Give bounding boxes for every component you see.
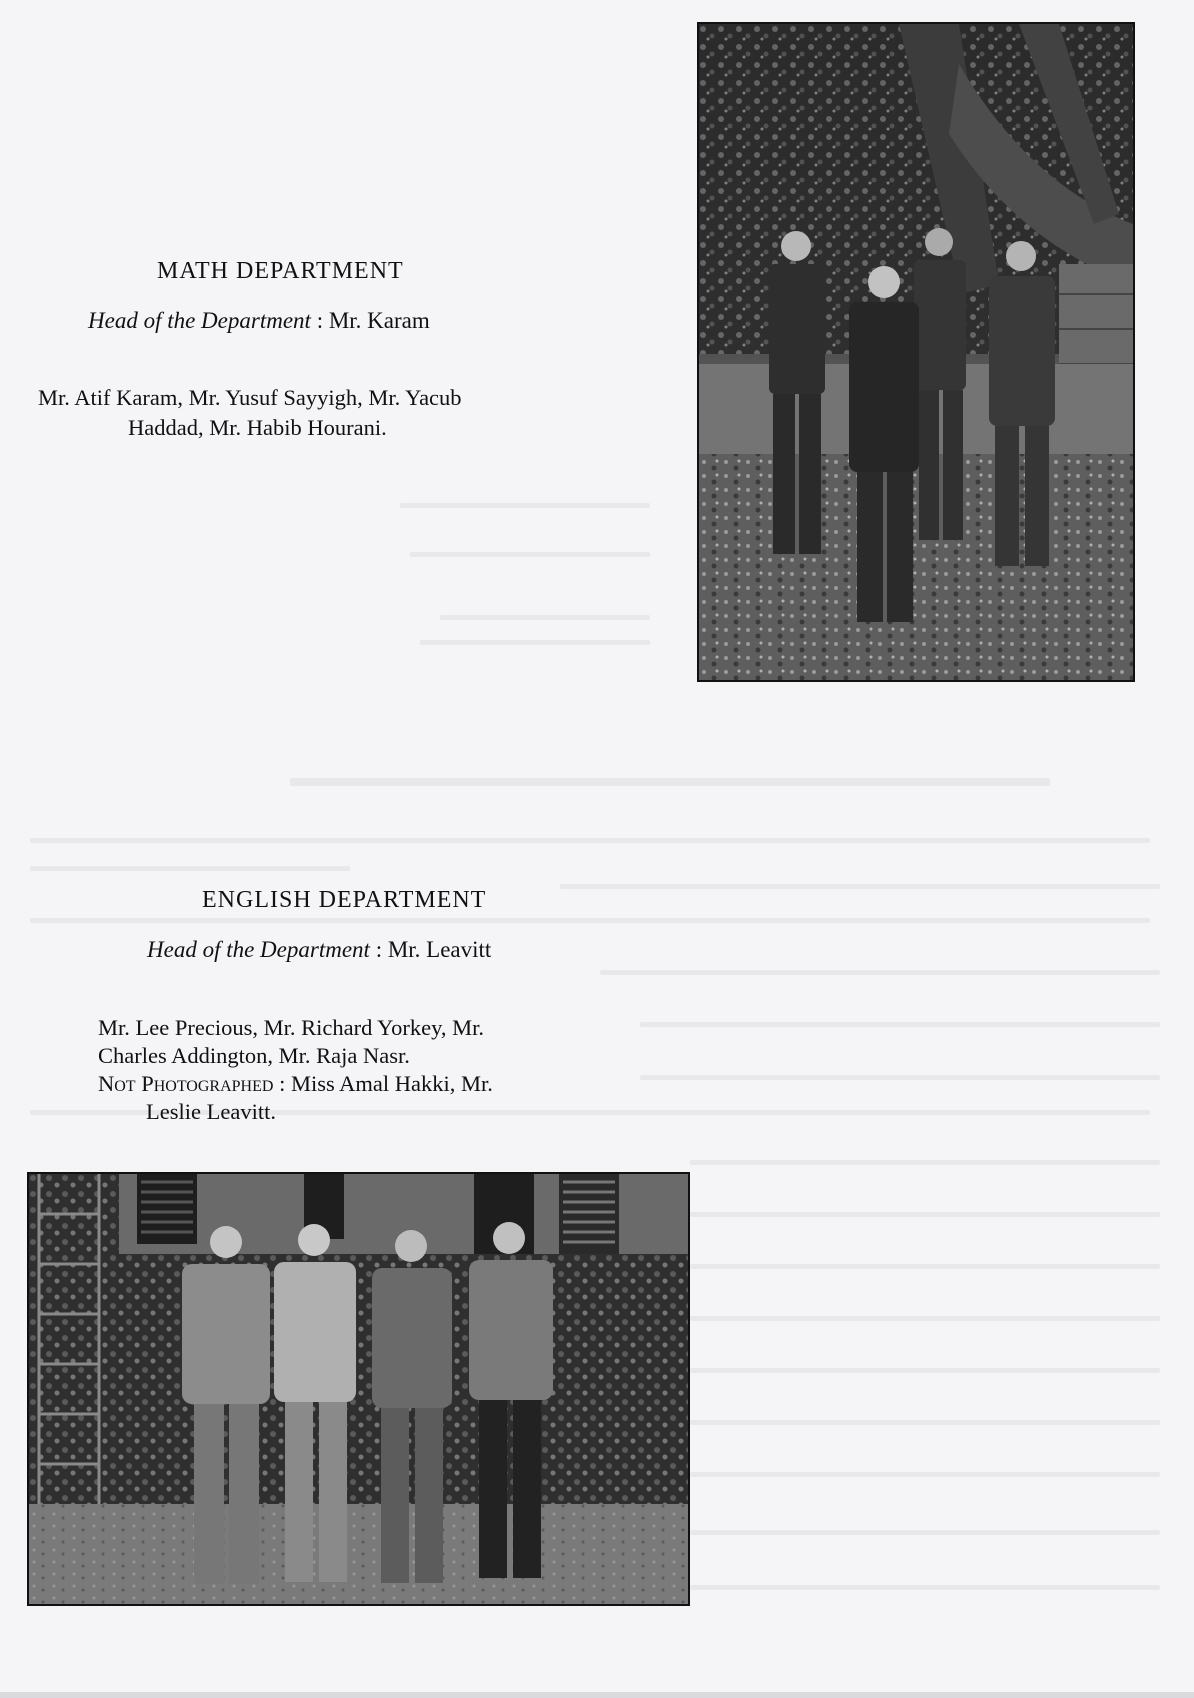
bleed-through	[600, 970, 1160, 975]
not-photographed-label: Not Photographed	[98, 1071, 274, 1096]
bleed-through	[410, 552, 650, 557]
bleed-through	[30, 918, 1150, 923]
bleed-through	[420, 640, 650, 645]
math-head-label: Head of the Department	[88, 308, 311, 333]
math-head-name: Mr. Karam	[328, 308, 430, 333]
scan-edge	[0, 1692, 1194, 1698]
english-department-head	[147, 937, 491, 963]
english-head-name: Mr. Leavitt	[387, 937, 492, 962]
not-photographed-separator: :	[273, 1071, 291, 1096]
english-members-line-2: Charles Addington, Mr. Raja Nasr.	[98, 1043, 410, 1068]
math-department-members	[38, 383, 462, 443]
bleed-through	[640, 1075, 1160, 1080]
bleed-through	[690, 1368, 1160, 1373]
english-department-members	[98, 1014, 493, 1126]
bleed-through	[690, 1585, 1160, 1590]
bleed-through	[400, 503, 650, 508]
math-members-line-2: Haddad, Mr. Habib Hourani.	[128, 415, 387, 440]
bleed-through	[440, 615, 650, 620]
english-head-separator: :	[369, 937, 388, 962]
bleed-through	[640, 1022, 1160, 1027]
english-group-photograph	[29, 1174, 688, 1604]
bleed-through	[690, 1316, 1160, 1321]
math-department-photo	[697, 22, 1135, 682]
math-department-title: MATH DEPARTMENT	[157, 258, 404, 284]
bleed-through	[690, 1420, 1160, 1425]
bleed-through	[560, 884, 1160, 889]
bleed-through	[690, 1160, 1160, 1165]
english-head-label: Head of the Department	[147, 937, 370, 962]
bleed-through	[30, 838, 1150, 843]
not-photographed-names-2: Leslie Leavitt.	[146, 1099, 276, 1124]
not-photographed-names-1: Miss Amal Hakki, Mr.	[290, 1071, 493, 1096]
bleed-through	[690, 1264, 1160, 1269]
english-members-line-1: Mr. Lee Precious, Mr. Richard Yorkey, Mr.	[98, 1015, 485, 1040]
english-department-photo	[27, 1172, 690, 1606]
math-members-line-1: Mr. Atif Karam, Mr. Yusuf Sayyigh, Mr. Yacub	[38, 385, 462, 410]
bleed-through	[30, 866, 350, 871]
bleed-through	[290, 778, 1050, 786]
bleed-through	[690, 1530, 1160, 1535]
math-department-head	[88, 308, 430, 334]
math-group-photograph	[699, 24, 1133, 680]
bleed-through	[690, 1472, 1160, 1477]
bleed-through	[690, 1212, 1160, 1217]
english-department-title: ENGLISH DEPARTMENT	[202, 887, 487, 913]
math-head-separator: :	[310, 308, 329, 333]
english-not-photographed-line	[98, 1070, 493, 1098]
